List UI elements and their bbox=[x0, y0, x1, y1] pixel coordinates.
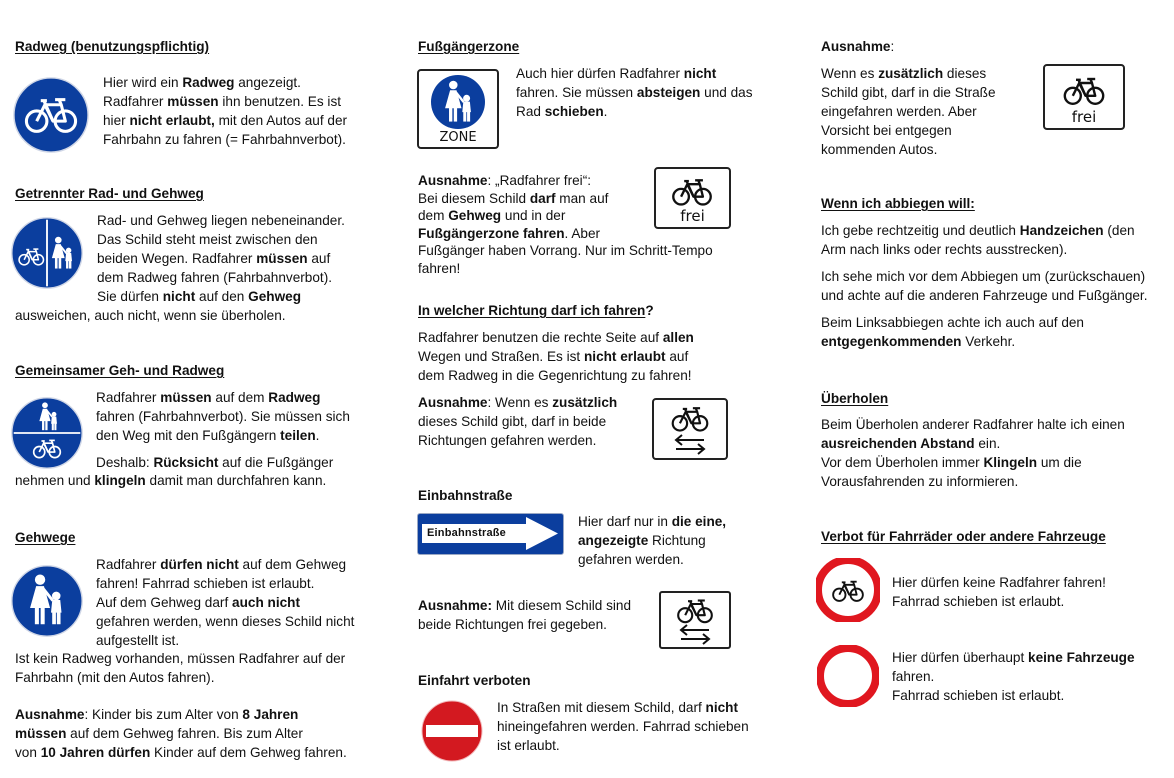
einfahrt-description bbox=[497, 698, 749, 755]
text: Verkehr. bbox=[961, 334, 1016, 349]
text: angezeigt. bbox=[234, 75, 301, 90]
text-bold: klingeln bbox=[94, 473, 146, 488]
heading-text: In welcher Richtung darf ich fahren bbox=[418, 303, 646, 318]
text: Radfahrer bbox=[103, 94, 168, 109]
text-bold: keine Fahrzeuge bbox=[1028, 650, 1135, 665]
text: Arm nach links oder rechts ausstrecken). bbox=[821, 242, 1068, 257]
text-bold: Gehweg bbox=[248, 289, 302, 304]
one-way-sign-label: Einbahnstraße bbox=[427, 527, 507, 539]
text: Fahrrad schieben ist erlaubt. bbox=[892, 594, 1065, 609]
text: Kinder auf dem Gehweg fahren. bbox=[150, 745, 347, 760]
section-heading-verbot: Verbot für Fahrräder oder andere Fahrzeuge bbox=[821, 529, 1106, 544]
bicycle-path-sign-icon bbox=[12, 76, 90, 154]
heading-text: Ausnahme bbox=[821, 39, 891, 54]
text-bold: nicht erlaubt bbox=[583, 349, 666, 364]
text: Vor dem Überholen immer bbox=[821, 455, 984, 470]
text: Mit diesem Schild sind bbox=[492, 598, 632, 613]
text-bold: darf bbox=[529, 190, 556, 206]
text: Deshalb: bbox=[96, 455, 154, 470]
text: dem bbox=[418, 208, 449, 223]
bicycles-allowed-sign-icon bbox=[654, 167, 731, 229]
text: auf dem Gehweg bbox=[238, 557, 347, 572]
section-heading-zone: Fußgängerzone bbox=[418, 39, 520, 54]
text-bold: Ausnahme: bbox=[418, 598, 493, 613]
text-bold: Ausnahme bbox=[15, 707, 85, 722]
text: Sie dürfen bbox=[97, 289, 163, 304]
text: kommenden Autos. bbox=[821, 142, 938, 157]
section-heading-abbiegen: Wenn ich abbiegen will: bbox=[821, 196, 975, 211]
text-bold: zusätzlich bbox=[552, 395, 618, 410]
text-bold: Gehweg bbox=[448, 208, 502, 223]
text: Auch hier dürfen Radfahrer bbox=[516, 66, 684, 81]
zone-sign-label: ZONE bbox=[439, 130, 477, 145]
einbahn-description bbox=[578, 512, 726, 569]
text: Ich gebe rechtzeitig und deutlich bbox=[821, 223, 1020, 238]
text: Vorausfahrenden zu informieren. bbox=[821, 474, 1019, 489]
text: auf bbox=[307, 251, 331, 266]
text-bold: nicht bbox=[705, 700, 739, 715]
heading-question-mark: ? bbox=[645, 303, 654, 318]
text-bold: nicht erlaubt, bbox=[129, 113, 215, 128]
text: Ist kein Radweg vorhanden, müssen Radfahrer auf der bbox=[15, 651, 346, 666]
text: ein. bbox=[974, 436, 1001, 451]
text-bold: nicht bbox=[162, 289, 196, 304]
shared-foot-bike-path-sign-icon bbox=[10, 396, 84, 470]
footpath-sign-icon bbox=[10, 564, 84, 638]
text: nehmen und bbox=[15, 473, 95, 488]
text: Bei diesem Schild bbox=[418, 190, 530, 206]
text bbox=[15, 471, 326, 490]
section-heading-gemeinsam: Gemeinsamer Geh- und Radweg bbox=[15, 363, 225, 378]
text: Fahrbahn zu fahren (= Fahrbahnverbot). bbox=[103, 132, 346, 147]
no-entry-sign-icon bbox=[421, 700, 483, 762]
ueberholen-description bbox=[821, 415, 1125, 491]
text-bold: auch nicht bbox=[232, 595, 300, 610]
section-heading-einfahrt: Einfahrt verboten bbox=[418, 673, 531, 688]
frei-sign-label: frei bbox=[1071, 108, 1097, 126]
text: um die bbox=[1037, 455, 1082, 470]
text: mit den Autos auf der bbox=[214, 113, 348, 128]
text: hier bbox=[103, 113, 130, 128]
text-bold: nicht bbox=[683, 66, 717, 81]
text: Richtung bbox=[648, 533, 706, 548]
text: . bbox=[315, 428, 320, 443]
abbiegen-description bbox=[821, 221, 1148, 351]
text: Radfahrer bbox=[96, 557, 161, 572]
text: Beim Überholen anderer Radfahrer halte ich einen bbox=[821, 417, 1125, 432]
text: Radfahrer bbox=[96, 390, 161, 405]
text: man auf bbox=[555, 190, 609, 206]
bicycles-both-directions-sign-icon bbox=[659, 591, 731, 649]
text: Wenn es bbox=[821, 66, 879, 81]
text: beiden Wegen. Radfahrer bbox=[97, 251, 257, 266]
text: Das Schild steht meist zwischen den bbox=[97, 232, 318, 247]
gehwege-description bbox=[96, 555, 354, 650]
text-bold: entgegenkommenden bbox=[821, 334, 962, 349]
text: und in der bbox=[501, 208, 566, 223]
text-bold: ausreichenden Abstand bbox=[821, 436, 975, 451]
richtung-exception bbox=[418, 393, 617, 450]
text: dem Radweg fahren (Fahrbahnverbot). bbox=[97, 270, 332, 285]
text-bold: Ausnahme bbox=[418, 173, 488, 188]
separated-bike-footpath-sign-icon bbox=[10, 216, 84, 290]
text-bold: allen bbox=[662, 330, 694, 345]
text: von bbox=[15, 745, 41, 760]
verbot-bike-description bbox=[892, 573, 1106, 611]
getrennt-description bbox=[97, 211, 345, 306]
text-bold: müssen bbox=[15, 726, 67, 741]
text-bold: Fußgängerzone fahren bbox=[418, 225, 565, 241]
text: Hier darf nur in bbox=[578, 514, 672, 529]
text-bold: Rücksicht bbox=[153, 455, 219, 470]
text-bold: zusätzlich bbox=[878, 66, 944, 81]
ausnahme-description bbox=[821, 64, 996, 159]
text-bold: Radweg bbox=[268, 390, 321, 405]
section-heading-richtung bbox=[418, 301, 654, 320]
heading-colon: : bbox=[890, 39, 895, 54]
text-bold: dürfen nicht bbox=[160, 557, 239, 572]
text: dieses Schild gibt, darf in beide bbox=[418, 414, 607, 429]
text: fahren! bbox=[418, 260, 461, 276]
text-bold: müssen bbox=[167, 94, 219, 109]
text: auf die Fußgänger bbox=[218, 455, 334, 470]
text: Fußgänger haben Vorrang. Nur im Schritt-Tempo bbox=[418, 243, 713, 258]
text: dem Radweg in die Gegenrichtung zu fahren! bbox=[418, 368, 692, 383]
section-heading-ausnahme bbox=[821, 37, 894, 56]
text-bold: die eine, bbox=[671, 514, 727, 529]
text: Fahrrad schieben ist erlaubt. bbox=[892, 688, 1065, 703]
text-bold: Ausnahme bbox=[418, 395, 488, 410]
text: Beim Linksabbiegen achte ich auch auf den bbox=[821, 315, 1084, 330]
text-bold: müssen bbox=[256, 251, 308, 266]
text: dieses bbox=[943, 66, 987, 81]
text-bold: 8 Jahren bbox=[242, 707, 299, 722]
text: fahren. Sie müssen bbox=[516, 85, 637, 100]
text: . bbox=[603, 104, 608, 119]
text: und achte auf die anderen Fahrzeuge und Fußgänger. bbox=[821, 288, 1148, 303]
bicycles-both-directions-sign-icon bbox=[652, 398, 728, 460]
text-bold: Handzeichen bbox=[1019, 223, 1104, 238]
text-bold: absteigen bbox=[636, 85, 701, 100]
text: Hier wird ein bbox=[103, 75, 183, 90]
text: beide Richtungen frei gegeben. bbox=[418, 617, 607, 632]
text: fahren (Fahrbahnverbot). Sie müssen sich bbox=[96, 409, 350, 424]
text: Richtungen gefahren werden. bbox=[418, 433, 597, 448]
text: : „Radfahrer frei“: bbox=[487, 173, 591, 188]
text: gefahren werden, wenn dieses Schild nicht bbox=[96, 614, 355, 629]
verbot-vehicles-description bbox=[892, 648, 1135, 705]
text: Ich sehe mich vor dem Abbiegen um (zurückschauen) bbox=[821, 269, 1146, 284]
text: Auf dem Gehweg darf bbox=[96, 595, 233, 610]
bicycles-allowed-sign-icon bbox=[1043, 64, 1125, 130]
text: Rad- und Gehweg liegen nebeneinander. bbox=[97, 213, 345, 228]
text: . Aber bbox=[564, 225, 601, 241]
gehwege-more bbox=[15, 649, 347, 762]
radweg-description bbox=[103, 73, 347, 149]
text: Hier dürfen überhaupt bbox=[892, 650, 1029, 665]
text: fahren! Fahrrad schieben ist erlaubt. bbox=[96, 576, 315, 591]
einbahn-exception bbox=[418, 596, 631, 634]
section-heading-gehwege: Gehwege bbox=[15, 530, 76, 545]
text: hineingefahren werden. Fahrrad schieben bbox=[497, 719, 749, 734]
pedestrian-zone-sign-icon bbox=[417, 69, 499, 149]
text: auf dem bbox=[211, 390, 269, 405]
text: (den bbox=[1103, 223, 1135, 238]
text: Hier dürfen keine Radfahrer fahren! bbox=[892, 575, 1106, 590]
section-heading-einbahn: Einbahnstraße bbox=[418, 488, 513, 503]
text-bold: 10 Jahren dürfen bbox=[40, 745, 151, 760]
text: : Kinder bis zum Alter von bbox=[84, 707, 243, 722]
text: ausweichen, auch nicht, wenn sie überholen. bbox=[15, 308, 286, 323]
one-way-street-sign-icon bbox=[417, 513, 564, 555]
text-bold: schieben bbox=[544, 104, 604, 119]
text: auf den bbox=[195, 289, 249, 304]
text: auf dem Gehweg fahren. Bis zum Alter bbox=[66, 726, 303, 741]
text-bold: Klingeln bbox=[983, 455, 1038, 470]
text: gefahren werden. bbox=[578, 552, 684, 567]
text: Schild gibt, darf in die Straße bbox=[821, 85, 996, 100]
text: Wegen und Straßen. Es ist bbox=[418, 349, 584, 364]
text: eingefahren werden. Aber bbox=[821, 104, 977, 119]
richtung-description bbox=[418, 328, 694, 385]
text-bold: müssen bbox=[160, 390, 212, 405]
no-bicycles-sign-icon bbox=[816, 558, 880, 622]
section-heading-radweg: Radweg (benutzungspflichtig) bbox=[15, 39, 210, 54]
text: Radfahrer benutzen die rechte Seite auf bbox=[418, 330, 663, 345]
text: auf bbox=[665, 349, 689, 364]
gemeinsam-description bbox=[96, 388, 350, 472]
text: damit man durchfahren kann. bbox=[145, 473, 327, 488]
text-bold: angezeigte bbox=[578, 533, 649, 548]
text: In Straßen mit diesem Schild, darf bbox=[497, 700, 706, 715]
section-heading-getrennt: Getrennter Rad- und Gehweg bbox=[15, 186, 204, 201]
text: Vorsicht bei entgegen bbox=[821, 123, 952, 138]
text-bold: Radweg bbox=[182, 75, 235, 90]
text: : Wenn es bbox=[487, 395, 553, 410]
no-vehicles-sign-icon bbox=[817, 645, 879, 707]
text: ihn benutzen. Es ist bbox=[218, 94, 342, 109]
text-bold: teilen bbox=[280, 428, 316, 443]
zone-description bbox=[516, 64, 753, 121]
text: Rad bbox=[516, 104, 545, 119]
text: aufgestellt ist. bbox=[96, 633, 180, 648]
text: ist erlaubt. bbox=[497, 738, 560, 753]
text: und das bbox=[700, 85, 753, 100]
text: fahren. bbox=[892, 669, 935, 684]
section-heading-ueberholen: Überholen bbox=[821, 391, 889, 406]
text: Fahrbahn (mit den Autos fahren). bbox=[15, 670, 215, 685]
text: den Weg mit den Fußgängern bbox=[96, 428, 281, 443]
frei-sign-label: frei bbox=[680, 207, 705, 225]
